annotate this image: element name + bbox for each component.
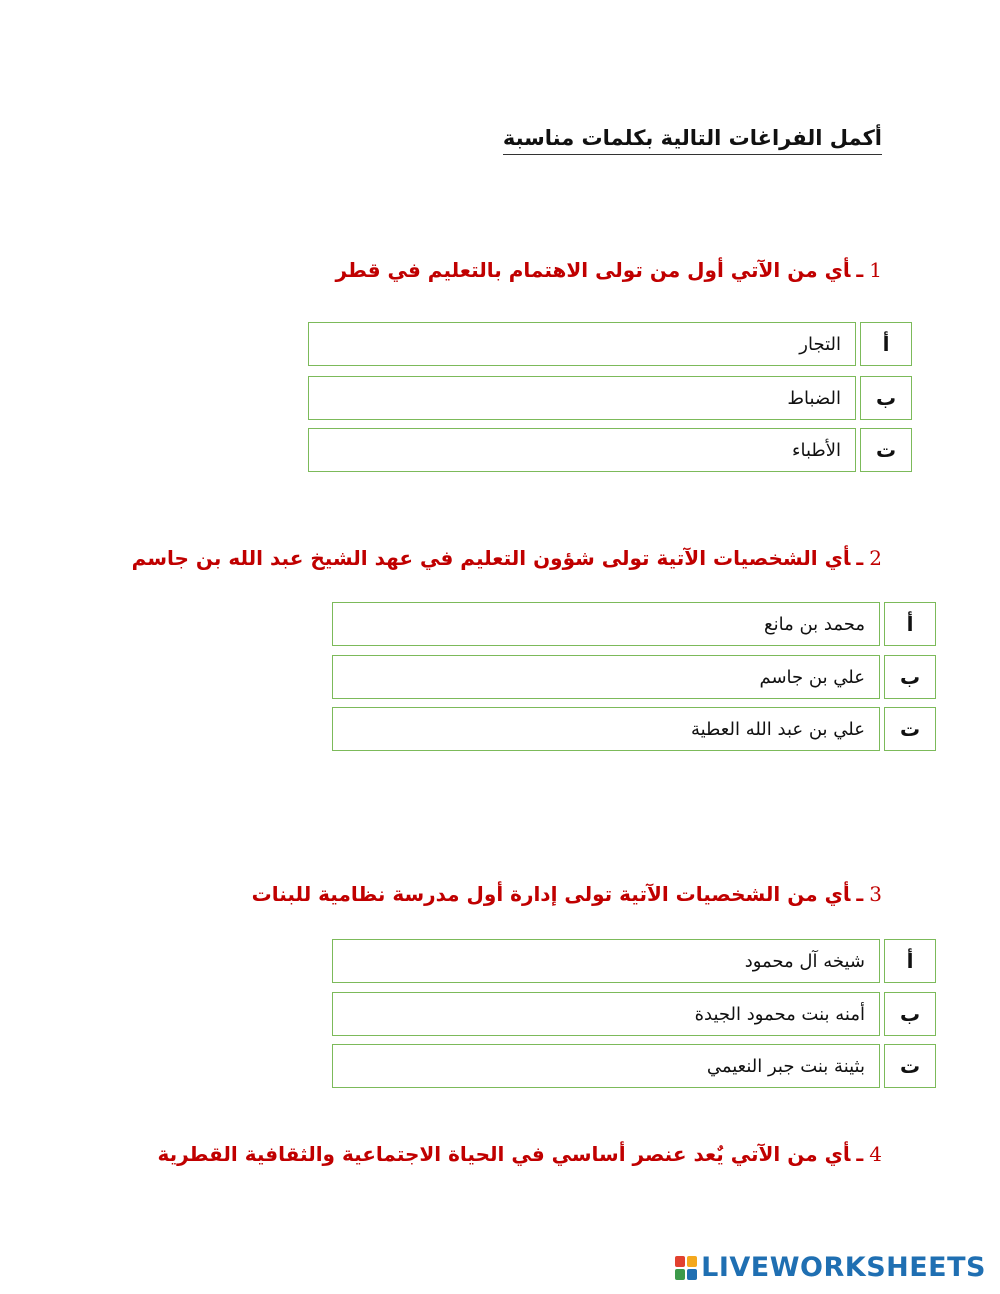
question-number: 2 xyxy=(869,546,882,570)
logo-text: LIVEWORKSHEETS xyxy=(701,1252,986,1283)
question-text: أي الشخصيات الآتية تولى شؤون التعليم في عهد الشيخ عبد الله بن جاسم xyxy=(131,546,851,570)
question-number: 4 xyxy=(869,1142,882,1166)
option-text: شيخه آل محمود xyxy=(744,950,865,972)
option-row xyxy=(332,602,936,646)
option-letter: ب xyxy=(860,376,912,420)
option-letter: أ xyxy=(884,602,936,646)
option-text: أمنه بنت محمود الجيدة xyxy=(694,1003,865,1025)
option-text: علي بن عبد الله العطية xyxy=(690,718,865,740)
option-row xyxy=(308,322,912,366)
option-letter: ت xyxy=(860,428,912,472)
option-letter: أ xyxy=(860,322,912,366)
question-2 xyxy=(132,546,882,570)
option-row xyxy=(332,1044,936,1088)
question-3 xyxy=(252,882,882,906)
answer-box[interactable] xyxy=(332,602,880,646)
question-number: 3 xyxy=(869,882,882,906)
option-text: الأطباء xyxy=(792,439,841,461)
question-text: أي من الآتي يٌعد عنصر أساسي في الحياة الاجتماعية والثقافية القطرية xyxy=(157,1142,851,1166)
option-letter: ت xyxy=(884,707,936,751)
answer-box[interactable] xyxy=(332,992,880,1036)
option-text: محمد بن مانع xyxy=(764,613,865,635)
answer-box[interactable] xyxy=(308,322,856,366)
answer-box[interactable] xyxy=(308,376,856,420)
question-text: أي من الآتي أول من تولى الاهتمام بالتعليم في قطر xyxy=(335,258,851,282)
option-row xyxy=(308,376,912,420)
question-dash: ـ xyxy=(856,1142,864,1166)
option-row xyxy=(332,707,936,751)
question-4 xyxy=(157,1142,882,1166)
liveworksheets-logo[interactable] xyxy=(675,1252,986,1283)
option-letter: أ xyxy=(884,939,936,983)
question-1 xyxy=(336,258,882,282)
option-letter: ت xyxy=(884,1044,936,1088)
question-dash: ـ xyxy=(856,882,864,906)
answer-box[interactable] xyxy=(332,1044,880,1088)
option-row xyxy=(332,939,936,983)
answer-box[interactable] xyxy=(332,707,880,751)
question-text: أي من الشخصيات الآتية تولى إدارة أول مدرسة نظامية للبنات xyxy=(251,882,851,906)
option-row xyxy=(332,992,936,1036)
question-dash: ـ xyxy=(856,546,864,570)
liveworksheets-logo-icon xyxy=(675,1256,697,1280)
page-title: أكمل الفراغات التالية بكلمات مناسبة xyxy=(503,126,882,155)
option-text: الضباط xyxy=(787,387,841,409)
option-row xyxy=(332,655,936,699)
option-letter: ب xyxy=(884,655,936,699)
option-text: بثينة بنت جبر النعيمي xyxy=(706,1055,865,1077)
answer-box[interactable] xyxy=(332,655,880,699)
answer-box[interactable] xyxy=(332,939,880,983)
option-text: التجار xyxy=(799,333,841,355)
option-letter: ب xyxy=(884,992,936,1036)
answer-box[interactable] xyxy=(308,428,856,472)
question-dash: ـ xyxy=(856,258,864,282)
option-row xyxy=(308,428,912,472)
option-text: علي بن جاسم xyxy=(759,666,865,688)
question-number: 1 xyxy=(869,258,882,282)
